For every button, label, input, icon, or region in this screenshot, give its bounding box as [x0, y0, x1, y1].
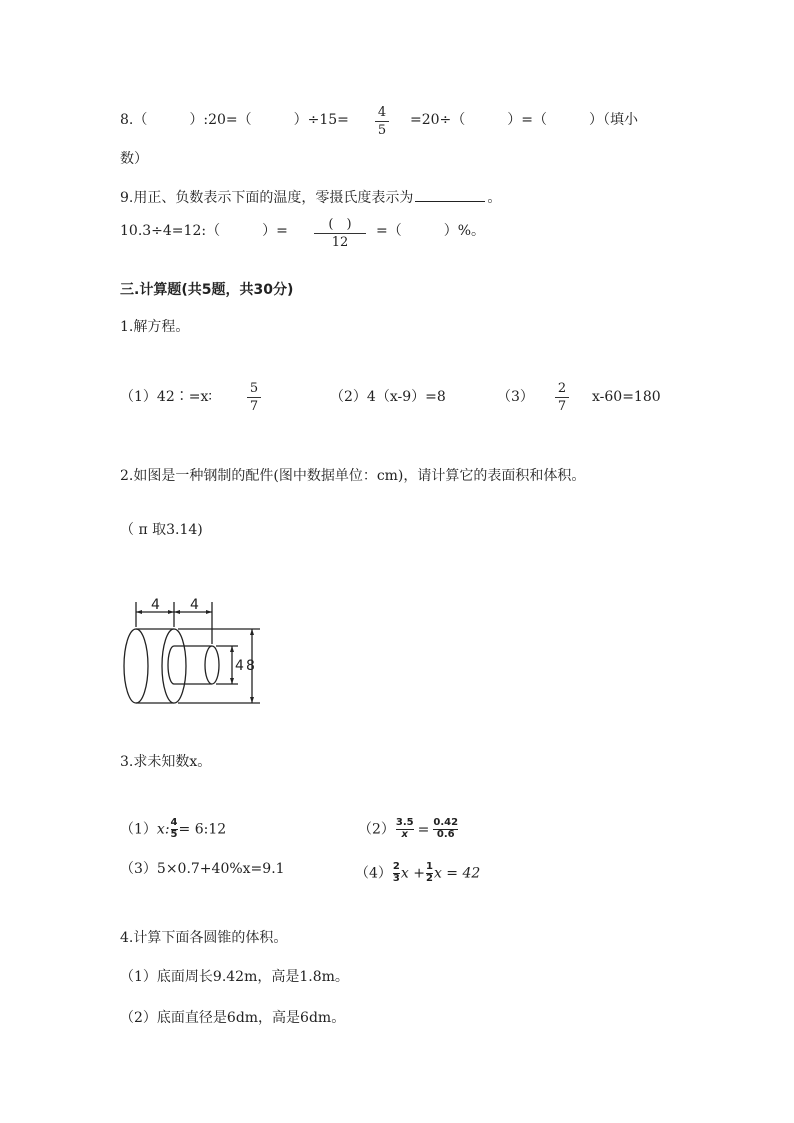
- p1-eq1-fraction: [247, 382, 261, 413]
- p1-eq3-fraction: [555, 382, 569, 413]
- p3-eq4-num2: 1: [425, 861, 433, 872]
- p1-eq2: （2）4（x-9）=8: [330, 389, 446, 405]
- p3-eq2-fraction2: [433, 818, 458, 841]
- p3-title: 3.求未知数x。: [120, 754, 212, 770]
- q8-prefix: 8.（ ）:20=（ ）÷15=: [120, 112, 349, 128]
- q9-answer-blank[interactable]: [415, 189, 485, 202]
- p3-eq2-den2: 0.6: [433, 829, 458, 840]
- p3-eq2-equals: =: [417, 821, 430, 838]
- p3-eq4-x1: x +: [400, 865, 425, 882]
- p3-eq4-den2: 2: [425, 873, 433, 884]
- p3-eq4-prefix: （4）: [355, 865, 392, 882]
- section-title: 三.计算题(共5题，共30分): [120, 282, 294, 298]
- p3-eq4-den1: 3: [392, 873, 400, 884]
- p3-eq3: （3）5×0.7+40%x=9.1: [120, 861, 285, 877]
- p3-eq2-fraction1: [396, 818, 414, 841]
- q8-fraction-numerator: 4: [377, 105, 387, 120]
- p4-item2: （2）底面直径是6dm，高是6dm。: [120, 1010, 346, 1026]
- p1-eq1-bar: [247, 397, 261, 398]
- p3-eq4-fraction1: [393, 862, 400, 885]
- p3-eq2-num2: 0.42: [433, 817, 459, 828]
- q10-fraction-denominator: 12: [331, 235, 349, 250]
- q10-fraction-numerator: ( ): [328, 217, 352, 232]
- p1-eq3-prefix: （3）: [497, 389, 534, 405]
- p1-eq3-suffix: x-60=180: [592, 389, 661, 405]
- p3-eq4-num1: 2: [392, 861, 400, 872]
- p3-eq1-fraction: [171, 818, 178, 841]
- p3-eq4: [355, 862, 480, 885]
- p3-eq1-den: 5: [170, 829, 178, 840]
- p3-eq2: [358, 818, 459, 841]
- q10-fraction-bar: [314, 233, 366, 234]
- p1-eq3-denominator: 7: [557, 399, 567, 414]
- p1-eq1-prefix: （1）42∶=x∶: [120, 389, 212, 405]
- p1-eq1-denominator: 7: [249, 399, 259, 414]
- p3-eq4-fraction2: [426, 862, 433, 885]
- p2-title: 2.如图是一种钢制的配件(图中数据单位：cm)，请计算它的表面积和体积。: [120, 468, 586, 484]
- dim-label-b: 4: [190, 597, 199, 613]
- p2-note: （ π 取3.14): [120, 522, 203, 538]
- p3-eq1: [120, 818, 226, 841]
- p1-title: 1.解方程。: [120, 319, 190, 335]
- q8-fraction-denominator: 5: [377, 123, 387, 138]
- p1-eq1-numerator: 5: [249, 381, 259, 396]
- dim-label-a: 4: [151, 597, 160, 613]
- small-cylinder-right-face: [205, 646, 219, 684]
- p3-eq1-num: 4: [170, 817, 178, 828]
- p4-item1: （1）底面周长9.42m，高是1.8m。: [120, 969, 349, 985]
- q9-end: 。: [487, 190, 502, 206]
- p3-eq1-b: = 6:12: [178, 821, 227, 838]
- q10-prefix: 10.3÷4=12:（ ）=: [120, 223, 288, 239]
- steel-part-diagram: [118, 594, 268, 710]
- q10-suffix: =（ ）%。: [376, 223, 486, 239]
- q9-text: [120, 189, 501, 205]
- q8-fraction-bar: [375, 121, 389, 122]
- q8-fraction: [375, 106, 389, 137]
- p1-eq3-bar: [555, 397, 569, 398]
- p4-title: 4.计算下面各圆锥的体积。: [120, 930, 288, 946]
- p3-eq2-num1: 3.5: [395, 817, 414, 828]
- q8-wrap: 数）: [120, 151, 148, 167]
- p3-eq4-x2: x = 42: [433, 865, 481, 882]
- p3-eq1-prefix: （1）: [120, 821, 157, 838]
- q9-question: 9.用正、负数表示下面的温度，零摄氏度表示为: [120, 190, 414, 206]
- q10-fraction: [314, 218, 366, 249]
- large-cylinder-right-face: [162, 629, 186, 703]
- q8-suffix: =20÷（ ）=（ ）（填小: [410, 112, 639, 128]
- p1-eq3-numerator: 2: [557, 381, 567, 396]
- large-cylinder-left-face: [124, 629, 148, 703]
- dim-label-c: 4: [235, 658, 244, 674]
- p3-eq2-prefix: （2）: [358, 821, 395, 838]
- p3-eq1-a: x:: [156, 821, 170, 838]
- p3-eq2-den1: x: [396, 829, 414, 840]
- dim-label-d: 8: [246, 658, 255, 674]
